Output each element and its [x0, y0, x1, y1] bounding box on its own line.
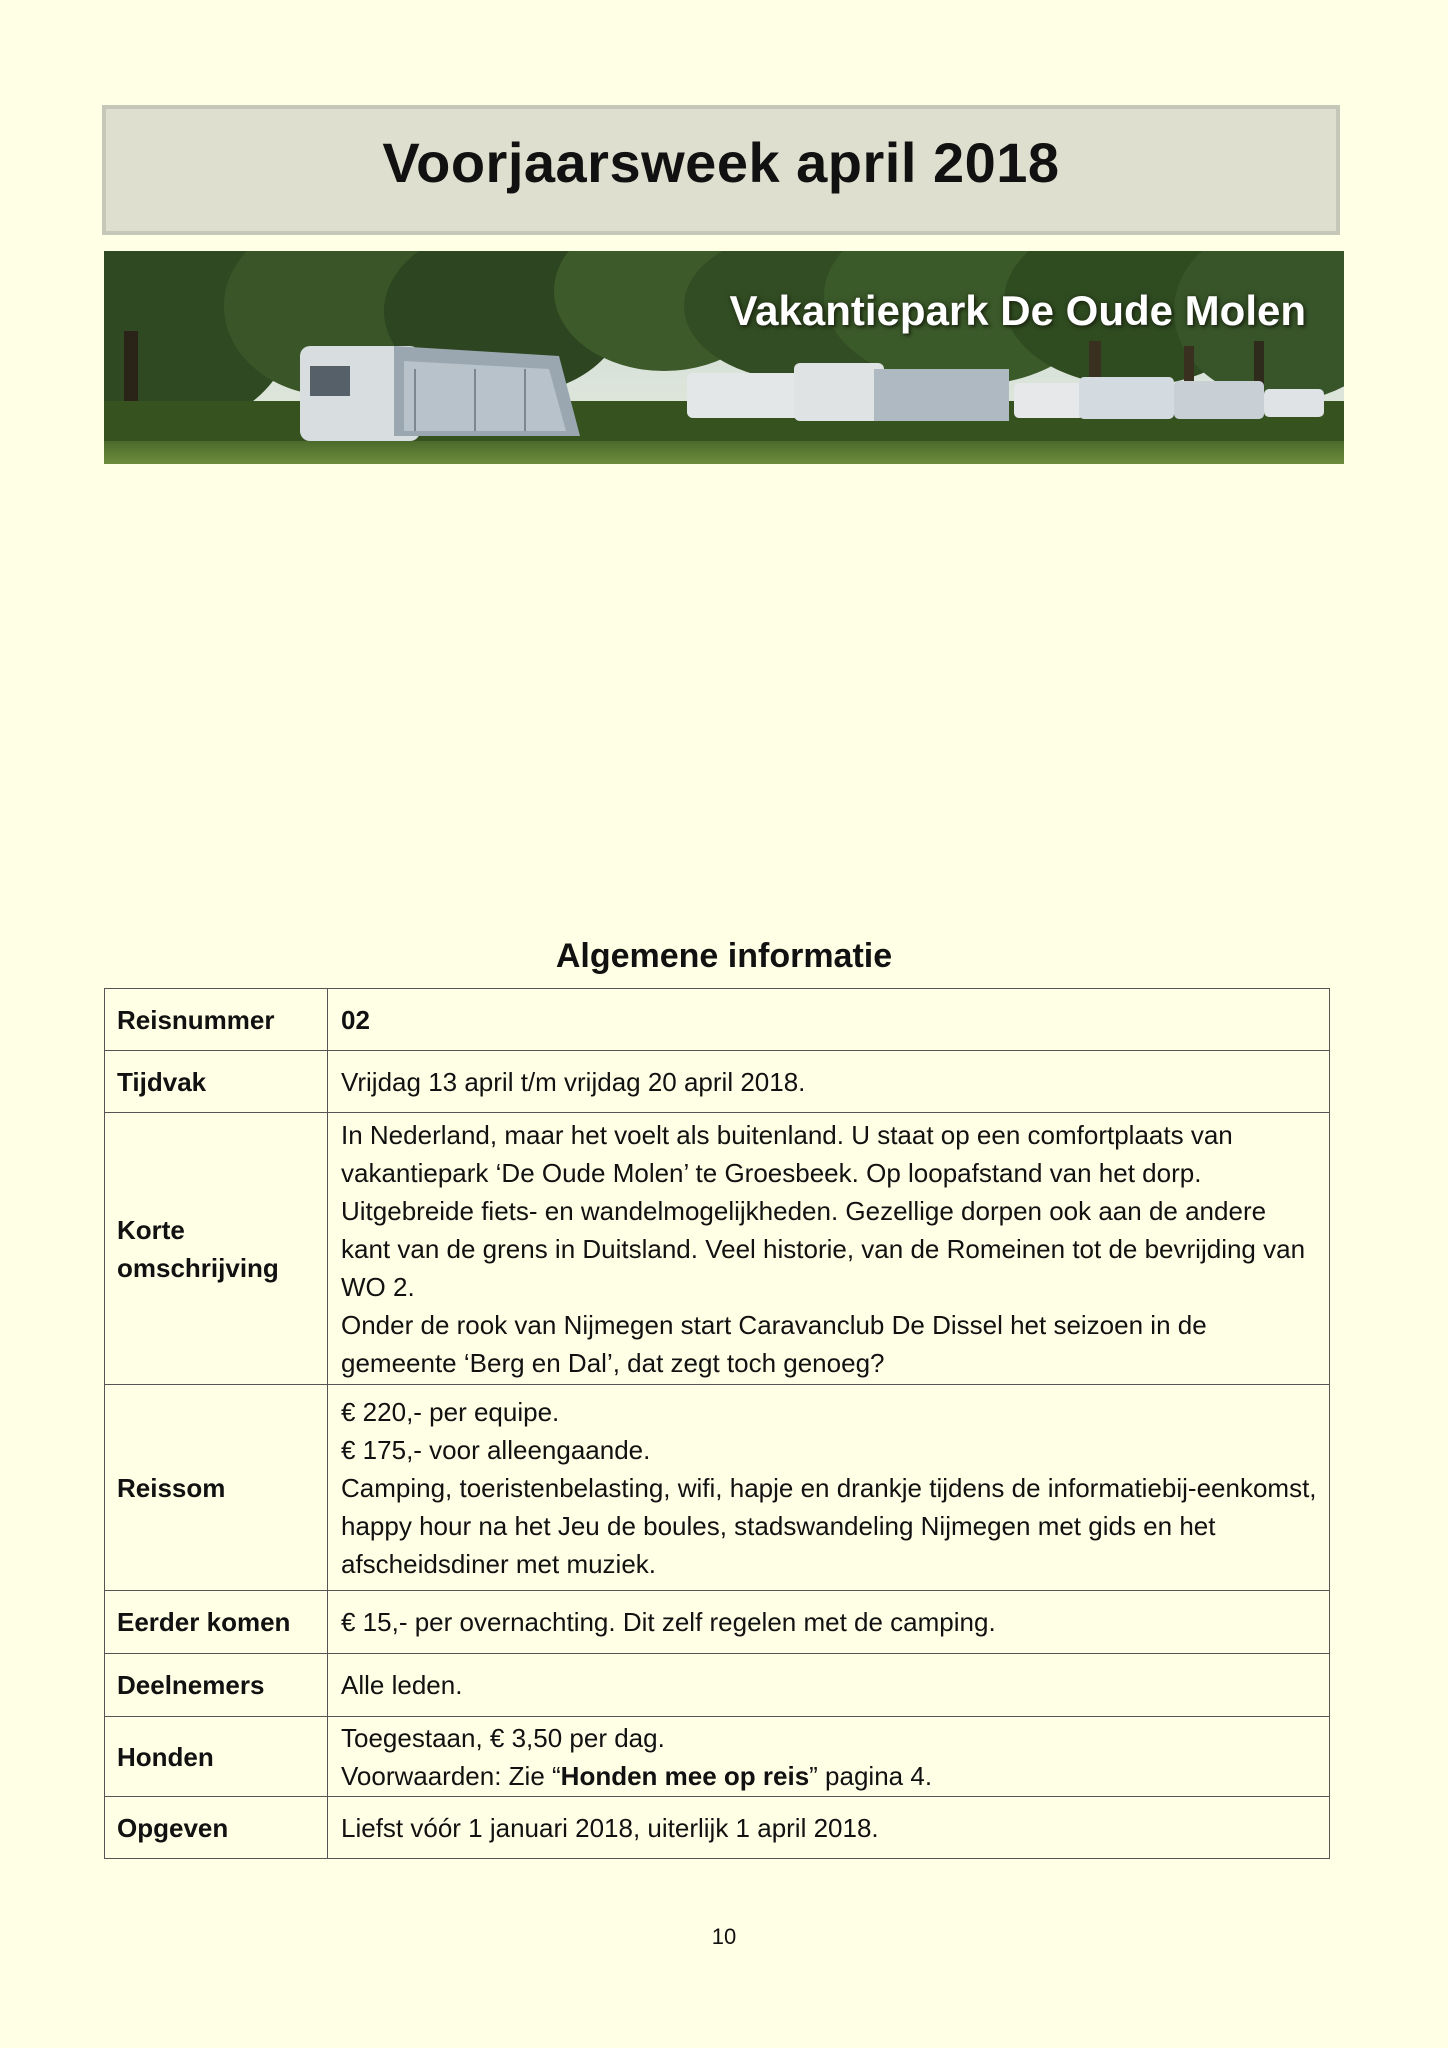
honden-line-1: Toegestaan, € 3,50 per dag.: [341, 1722, 665, 1753]
page-title-box: [102, 105, 1340, 235]
korte-omschrijving-text: In Nederland, maar het voelt als buitenland. U staat op een comfortplaats van vakantiepark ‘De Oude Molen’ te Groesbeek. Op loopafstand van het dorp. Uitgebreide fiets- en wandelmogelijkheden. Gezellige dorpen ook aan de andere kant van de grens in Duitsland. Veel historie, van de Romeinen tot de bevrijding van WO 2.: [341, 1119, 1306, 1302]
reissom-line-2: € 175,- voor alleengaande.: [341, 1434, 651, 1465]
info-table: [104, 988, 1330, 1859]
table-row-opgeven: [105, 1797, 1330, 1859]
table-row-honden: [105, 1717, 1330, 1797]
eerder-komen-value: € 15,- per overnachting. Dit zelf regelen met de camping.: [328, 1591, 1330, 1654]
table-row-reissom: [105, 1385, 1330, 1591]
banner-title: Vakantiepark De Oude Molen: [729, 287, 1306, 334]
tijdvak-value: Vrijdag 13 april t/m vrijdag 20 april 2018.: [328, 1051, 1330, 1113]
reisnummer-label: Reisnummer: [105, 989, 328, 1051]
reissom-label: Reissom: [105, 1385, 328, 1591]
table-row-deelnemers: [105, 1654, 1330, 1717]
reissom-value: [328, 1385, 1330, 1591]
page-number: 10: [711, 1924, 737, 1949]
reissom-line-1: € 220,- per equipe.: [341, 1396, 560, 1427]
deelnemers-value: Alle leden.: [328, 1654, 1330, 1717]
page-title: Voorjaarsweek april 2018: [382, 130, 1060, 194]
tijdvak-label: Tijdvak: [105, 1051, 328, 1113]
banner-image: [104, 251, 1344, 464]
eerder-komen-label: Eerder komen: [105, 1591, 328, 1654]
korte-omschrijving-text-2: Onder de rook van Nijmegen start Caravanclub De Dissel het seizoen in de gemeente ‘Berg en Dal’, dat zegt toch genoeg?: [341, 1309, 1207, 1378]
korte-omschrijving-value: [328, 1113, 1330, 1385]
campsite-photo: [104, 251, 1344, 464]
opgeven-label: Opgeven: [105, 1797, 328, 1859]
honden-label: Honden: [105, 1717, 328, 1797]
honden-line-2-prefix: Voorwaarden: Zie “: [341, 1760, 561, 1791]
table-row-tijdvak: [105, 1051, 1330, 1113]
reissom-line-3: Camping, toeristenbelasting, wifi, hapje en drankje tijdens de informatiebij-eenkomst, happy hour na het Jeu de boules, stadswandeling Nijmegen met gids en het afscheidsdiner met muziek.: [341, 1472, 1317, 1579]
section-title: Algemene informatie: [555, 937, 893, 975]
honden-reference-title: Honden mee op reis: [560, 1760, 810, 1791]
reisnummer-value: 02: [328, 989, 1330, 1051]
opgeven-value: Liefst vóór 1 januari 2018, uiterlijk 1 april 2018.: [328, 1797, 1330, 1859]
honden-value: [328, 1717, 1330, 1797]
honden-line-2-suffix: ” pagina 4.: [809, 1760, 933, 1791]
korte-omschrijving-label: Korte omschrijving: [105, 1113, 328, 1385]
table-row-reisnummer: [105, 989, 1330, 1051]
table-row-korte-omschrijving: [105, 1113, 1330, 1385]
deelnemers-label: Deelnemers: [105, 1654, 328, 1717]
table-row-eerder-komen: [105, 1591, 1330, 1654]
